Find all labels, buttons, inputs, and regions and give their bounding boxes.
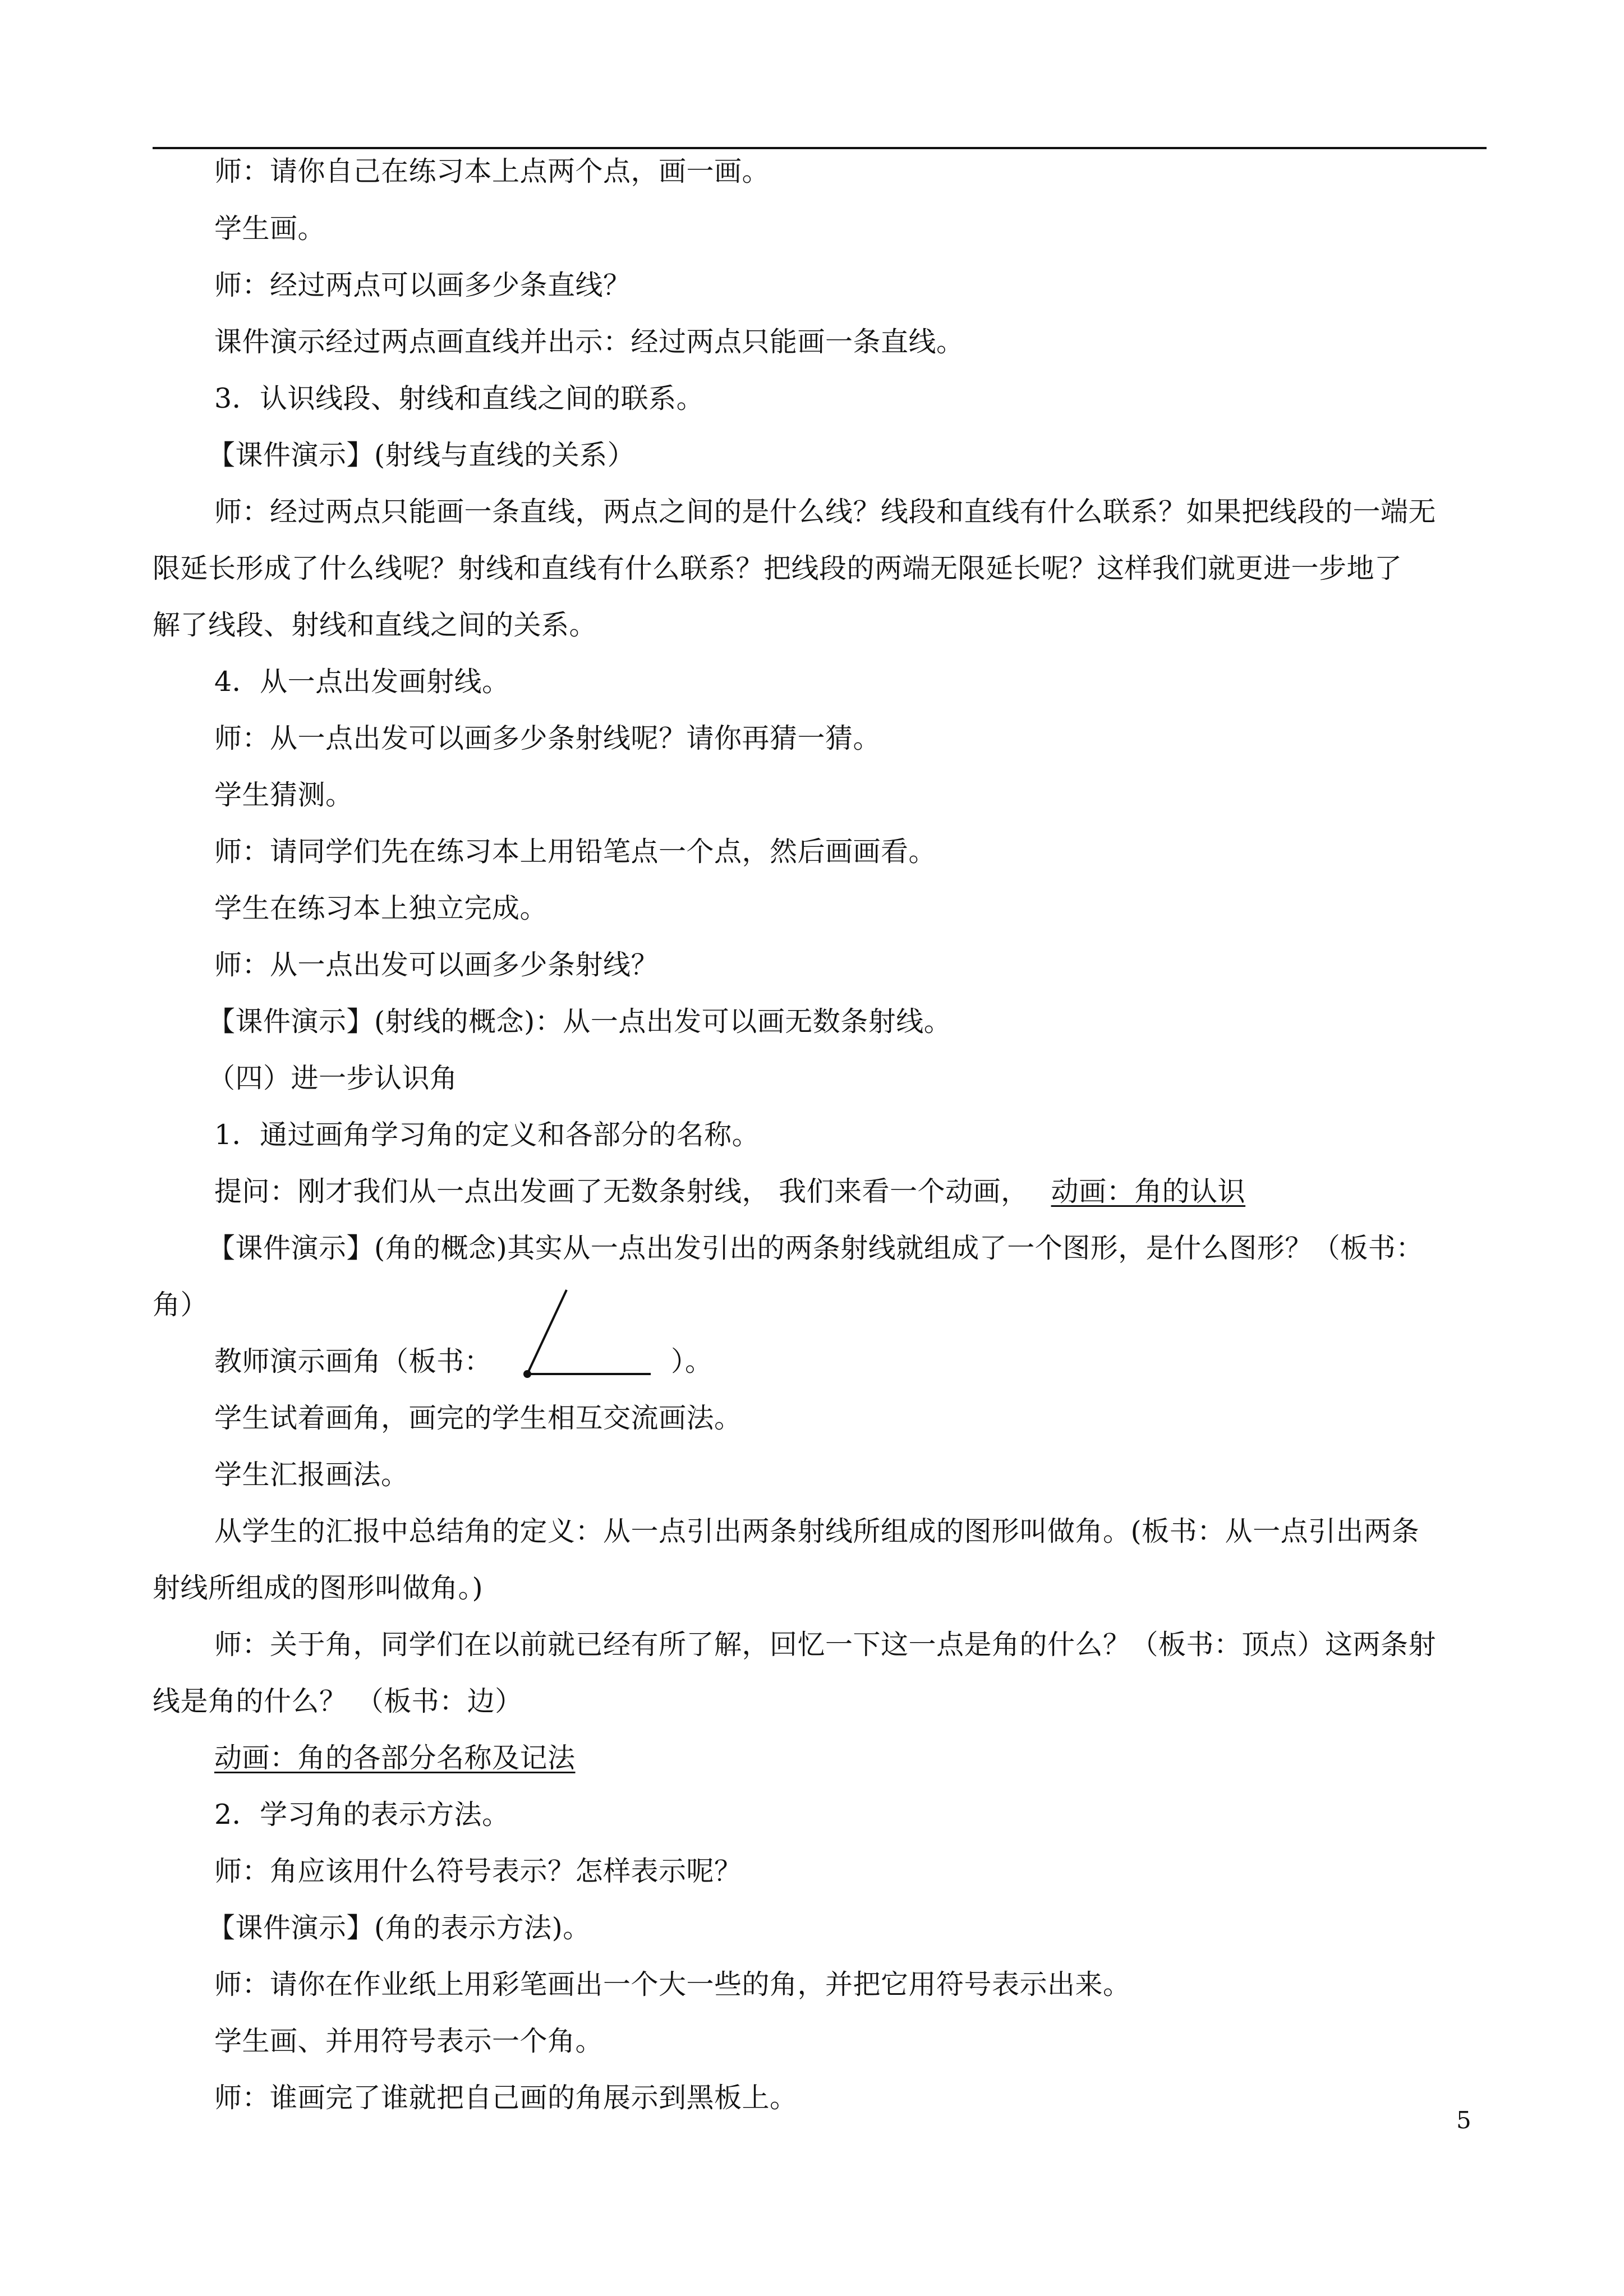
paragraph-line: 学生在练习本上独立完成。 bbox=[214, 892, 548, 924]
paragraph-line: 师：关于角，同学们在以前就已经有所了解，回忆一下这一点是角的什么？（板书：顶点）这两条射 bbox=[214, 1629, 1437, 1661]
paragraph-line: 解了线段、射线和直线之间的关系。 bbox=[153, 609, 597, 641]
paragraph-line: 2．学习角的表示方法。 bbox=[214, 1799, 510, 1831]
section-heading: （四）进一步认识角 bbox=[208, 1062, 458, 1094]
angle-ray-slanted bbox=[527, 1290, 567, 1374]
paragraph-line: 师：请你自己在练习本上点两个点，画一画。 bbox=[214, 155, 770, 187]
paragraph-line: 课件演示经过两点画直线并出示：经过两点只能画一条直线。 bbox=[214, 326, 964, 358]
paragraph-line-end: ）。 bbox=[671, 1345, 713, 1377]
paragraph-line: 射线所组成的图形叫做角。) bbox=[153, 1572, 484, 1604]
paragraph-line bbox=[214, 1175, 1245, 1209]
paragraph-line: 学生猜测。 bbox=[214, 779, 353, 811]
paragraph-line: 【课件演示】(射线的概念)：从一点出发可以画无数条射线。 bbox=[208, 1006, 952, 1038]
paragraph-line: 从学生的汇报中总结角的定义：从一点引出两条射线所组成的图形叫做角。(板书：从一点引出两条 bbox=[214, 1515, 1420, 1547]
paragraph-line: 线是角的什么？ （板书：边） bbox=[153, 1685, 523, 1717]
animation-link[interactable]: 动画：角的认识 bbox=[1051, 1175, 1246, 1207]
paragraph-line: 学生画。 bbox=[214, 213, 326, 245]
paragraph-line: 师：谁画完了谁就把自己画的角展示到黑板上。 bbox=[214, 2082, 798, 2114]
paragraph-line: 师：从一点出发可以画多少条射线？ bbox=[214, 949, 659, 981]
animation-link[interactable]: 动画：角的各部分名称及记法 bbox=[214, 1742, 576, 1774]
paragraph-line: 师：经过两点只能画一条直线，两点之间的是什么线？线段和直线有什么联系？如果把线段的一端无 bbox=[214, 496, 1437, 528]
paragraph-line: 学生画、并用符号表示一个角。 bbox=[214, 2025, 604, 2057]
paragraph-line: 角） bbox=[153, 1289, 209, 1321]
paragraph-line: 师：请你在作业纸上用彩笔画出一个大一些的角，并把它用符号表示出来。 bbox=[214, 1968, 1131, 2000]
paragraph-line: 学生汇报画法。 bbox=[214, 1459, 409, 1491]
page-number: 5 bbox=[1456, 2106, 1471, 2134]
paragraph-line: 师：从一点出发可以画多少条射线呢？请你再猜一猜。 bbox=[214, 722, 881, 754]
paragraph-line: 【课件演示】(角的表示方法)。 bbox=[208, 1912, 591, 1944]
paragraph-line: 教师演示画角（板书： bbox=[214, 1345, 493, 1377]
paragraph-line: 限延长形成了什么线呢？射线和直线有什么联系？把线段的两端无限延长呢？这样我们就更进一步地了 bbox=[153, 552, 1402, 584]
question-text: 提问：刚才我们从一点出发画了无数条射线， 我们来看一个动画， bbox=[214, 1175, 1029, 1207]
paragraph-line: 师：角应该用什么符号表示？怎样表示呢？ bbox=[214, 1855, 742, 1887]
paragraph-line: 师：请同学们先在练习本上用铅笔点一个点，然后画画看。 bbox=[214, 836, 937, 868]
paragraph-line: 师：经过两点可以画多少条直线？ bbox=[214, 269, 631, 301]
paragraph-line: 3．认识线段、射线和直线之间的联系。 bbox=[214, 382, 705, 414]
paragraph-line: 1．通过画角学习角的定义和各部分的名称。 bbox=[214, 1119, 760, 1151]
paragraph-line: 学生试着画角，画完的学生相互交流画法。 bbox=[214, 1402, 742, 1434]
paragraph-line: 【课件演示】(射线与直线的关系） bbox=[208, 439, 636, 471]
angle-drawing bbox=[522, 1284, 656, 1380]
angle-vertex bbox=[523, 1370, 531, 1378]
paragraph-line: 【课件演示】(角的概念)其实从一点出发引出的两条射线就组成了一个图形，是什么图形？（板书： bbox=[208, 1232, 1424, 1264]
paragraph-line: 4．从一点出发画射线。 bbox=[214, 666, 510, 698]
